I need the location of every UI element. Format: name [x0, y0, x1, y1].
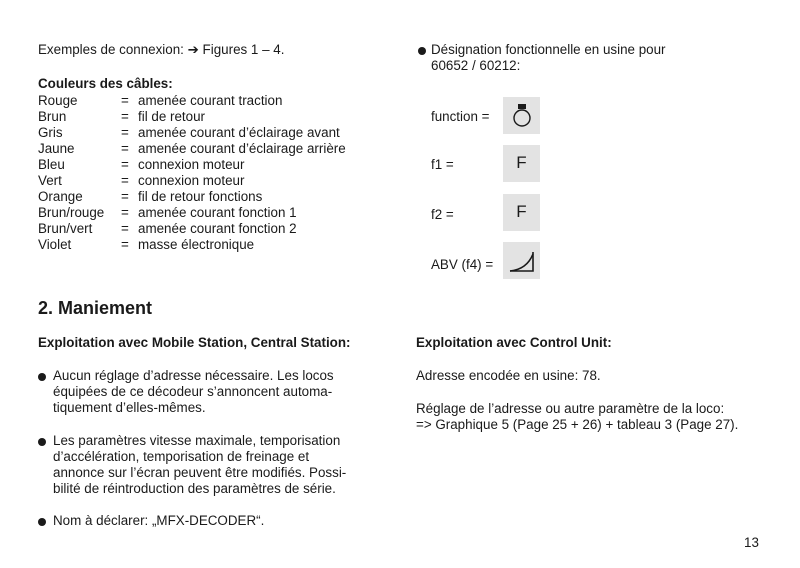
cable-equals: =	[121, 237, 129, 252]
cable-description: amenée courant fonction 2	[138, 221, 297, 236]
bullet-icon	[38, 373, 46, 381]
bullet-icon	[418, 47, 426, 55]
control-unit-heading: Exploitation avec Control Unit:	[416, 335, 612, 350]
f1-label: f1 =	[431, 157, 454, 172]
function-label: function =	[431, 109, 490, 124]
cable-row	[38, 93, 378, 109]
cable-row	[38, 109, 378, 125]
bullet-1-line-1: Aucun réglage d’adresse nécessaire. Les locos	[53, 368, 334, 383]
light-bulb-icon	[503, 97, 540, 134]
cable-color: Gris	[38, 125, 63, 140]
cable-row	[38, 173, 378, 189]
mobile-station-heading: Exploitation avec Mobile Station, Central Station:	[38, 335, 351, 350]
cable-row	[38, 125, 378, 141]
cable-equals: =	[121, 189, 129, 204]
designation-line-1: Désignation fonctionnelle en usine pour	[431, 42, 666, 57]
bullet-2-line-3: annonce sur l’écran peuvent être modifiés. Possi-	[53, 465, 347, 480]
cable-color: Brun	[38, 109, 67, 124]
f2-label: f2 =	[431, 207, 454, 222]
cable-description: amenée courant traction	[138, 93, 283, 108]
cable-color: Bleu	[38, 157, 65, 172]
cable-row	[38, 189, 378, 205]
cable-color: Orange	[38, 189, 83, 204]
cable-color: Brun/vert	[38, 221, 93, 236]
f2-key-letter: F	[516, 202, 527, 221]
cable-description: fil de retour fonctions	[138, 189, 263, 204]
cable-description: amenée courant d’éclairage avant	[138, 125, 340, 140]
cable-color: Jaune	[38, 141, 75, 156]
bullet-3-line-1: Nom à déclarer: „MFX-DECODER“.	[53, 513, 265, 528]
cable-equals: =	[121, 205, 129, 220]
cable-row	[38, 205, 378, 221]
cable-row	[38, 237, 378, 253]
cable-equals: =	[121, 141, 129, 156]
cable-equals: =	[121, 93, 129, 108]
f-key-icon	[503, 145, 540, 182]
cable-equals: =	[121, 173, 129, 188]
cable-description: connexion moteur	[138, 157, 245, 172]
factory-address: Adresse encodée en usine: 78.	[416, 368, 601, 383]
cable-color: Rouge	[38, 93, 78, 108]
address-setting-line-1: Réglage de l’adresse ou autre paramètre de la loco:	[416, 401, 725, 416]
cable-color: Brun/rouge	[38, 205, 105, 220]
cable-equals: =	[121, 221, 129, 236]
cable-color: Vert	[38, 173, 62, 188]
intro-text: Exemples de connexion: ➔ Figures 1 – 4.	[38, 42, 285, 57]
f1-key-letter: F	[516, 153, 527, 172]
cable-description: fil de retour	[138, 109, 205, 124]
cable-description: amenée courant fonction 1	[138, 205, 297, 220]
bullet-1-line-3: tiquement d’elles-mêmes.	[53, 400, 206, 415]
designation-line-2: 60652 / 60212:	[431, 58, 521, 73]
cable-equals: =	[121, 157, 129, 172]
cable-row	[38, 141, 378, 157]
cable-description: amenée courant d’éclairage arrière	[138, 141, 346, 156]
cable-equals: =	[121, 109, 129, 124]
page-number: 13	[744, 535, 759, 550]
bullet-icon	[38, 438, 46, 446]
cable-colors-heading: Couleurs des câbles:	[38, 76, 173, 91]
address-setting-line-2: => Graphique 5 (Page 25 + 26) + tableau 3 (Page 27).	[416, 417, 739, 432]
cable-color: Violet	[38, 237, 72, 252]
f-key-icon	[503, 194, 540, 231]
cable-description: connexion moteur	[138, 173, 245, 188]
bullet-1-line-2: équipées de ce décodeur s’annoncent automa-	[53, 384, 333, 399]
bullet-icon	[38, 518, 46, 526]
bullet-2-line-2: d’accélération, temporisation de freinage et	[53, 449, 310, 464]
section-title: 2. Maniement	[38, 298, 153, 318]
cable-equals: =	[121, 125, 129, 140]
cable-description: masse électronique	[138, 237, 255, 252]
abv-label: ABV (f4) =	[431, 257, 494, 272]
acceleration-ramp-icon	[503, 242, 540, 279]
bullet-2-line-4: bilité de réintroduction des paramètres de série.	[53, 481, 336, 496]
bullet-2-line-1: Les paramètres vitesse maximale, temporisation	[53, 433, 341, 448]
cable-row	[38, 221, 378, 237]
cable-row	[38, 157, 378, 173]
